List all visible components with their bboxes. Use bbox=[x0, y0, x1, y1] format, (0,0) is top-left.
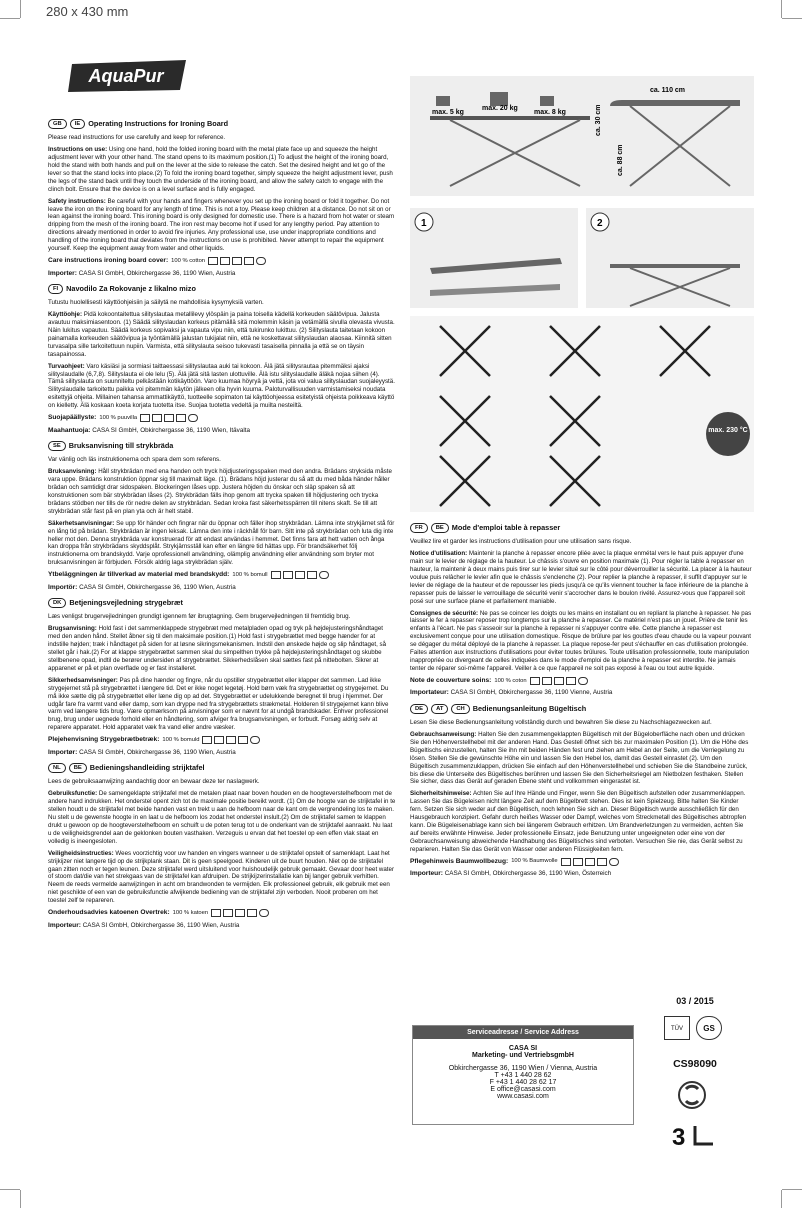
height-high-label: ca. 88 cm bbox=[617, 144, 624, 176]
wash-30-icon bbox=[140, 414, 150, 422]
step-1-number: 1 bbox=[421, 218, 427, 229]
section-intro: Please read instructions for use carefully and keep for reference. bbox=[48, 134, 226, 141]
gs-mark-icon: GS bbox=[696, 1016, 722, 1040]
section-heading bbox=[48, 119, 396, 129]
importer-label: Importateur: bbox=[410, 689, 449, 697]
dry-clean-p-icon bbox=[259, 909, 269, 917]
care-label: Pflegehinweis Baumwollbezug: bbox=[410, 857, 509, 865]
tuv-mark-icon: TÜV bbox=[664, 1016, 690, 1040]
height-low-label: ca. 30 cm bbox=[595, 104, 602, 136]
wash-30-icon bbox=[211, 909, 221, 917]
no-bleach-icon bbox=[214, 736, 224, 744]
recycling-l-icon bbox=[693, 1126, 715, 1146]
paragraph-text: Håll strykbrädan med ena handen och tryck höjdjusteringsspaken med den andra. Brädans stryksida måste vara uppe. Brädans konstruktion öppnar sig till maximalt läge. (1). Brädans höjd justerar du så att du med båda händer håller brädan och samtidigt drar sidospaken. Blockeringen låses upp. Justera höjden du önskar och släp spaken så att konstruktionen som bär strykbrädan låses (2). Strykbrädan fälls ihop genom att trycka spaken till höjdjustering och trycka brädans stödben ner tills de rör nedre delen av strykbrädan. Sedan kroka fast säkerhetsspärren till nitens skaft. Se till att strykbrädan står fast på en plan yta och är helt stabil. bbox=[48, 468, 392, 515]
paragraph-text: Achten Sie auf Ihre Hände und Finger, wenn Sie den Bügeltisch aufstellen oder zusammenklappen. Lassen Sie das Bügeleisen nicht längere Zeit auf dem Bügelbrett stehen. Dies ist kein Spielzeug. Bitte halten Sie Kinder fern. Setzen Sie sich weder auf den Bügeltisch, noch lehnen Sie sich an. Dieser Bügeltisch wurde ausschließlich für den Hausgebrauch konzipiert. Gefahr durch heißes Wasser oder Dampf, welches vom Streckmetall des Bügeltisches abtropfen kann. Die Bügeleisenablage kann sich bei längerem Gebrauch erhitzen. Um Brandverletzungen zu vermeiden, achten Sie auf bereits erwähnte Hinweise. Jeder professionelle Einsatz, jede Benutzung unter ungeeigneten oder eine von der Gebrauchsanweisung abweichende Handhabung des Bügeltisches sind verboten. Versuchen Sie nie, das Gerät selbst zu reparieren. Halten Sie das Gerät von Wasser oder anderen Flüssigkeiten fern. bbox=[410, 790, 747, 853]
service-dept: Marketing- und VertriebsgmbH bbox=[472, 1052, 574, 1059]
country-code-badge: BE bbox=[69, 763, 87, 773]
paragraph-text: Maintenir la planche à repasser encore pliée avec la plaque enmétal vers le haut puis appuyer d'une main sur le levier de réglage de la hauteur. Le châssis s'ouvre en position maximale (1). Pour régler la table à repasser en hauteur, la maintenir à deux mains puis tirer sur le levier situé sur le côté pour déverrouiller la sécurité. La placer à la hauteur voulue puis relâcher le levier afin que le châssis s'enclenche (2). Pour replier la planche à repasser, il suffit d'appuyer sur le levier de réglage de la hauteur et de repousser les pieds jusqu'à ce qu'ils viennent toucher la face inférieure de la planche à repasser puis de laisser le verrouillage de sécurité venir s'accrocher dans le boulon rivété. Assurez-vous que l'appareil soit posé sur une surface plane et parfaitement maniable. bbox=[410, 549, 752, 605]
paragraph-label: Gebruiksfunctie: bbox=[48, 790, 98, 798]
section-title: Bruksanvisning till strykbräda bbox=[68, 441, 174, 451]
print-date: 03 / 2015 bbox=[676, 996, 714, 1006]
section-title: Bedienungsanleitung Bügeltisch bbox=[472, 704, 587, 714]
care-symbols bbox=[208, 257, 266, 265]
recycling-number: 3 bbox=[672, 1124, 686, 1151]
section-heading bbox=[48, 598, 396, 608]
service-address-box bbox=[412, 1025, 634, 1125]
section-title: Operating Instructions for Ironing Board bbox=[88, 119, 229, 129]
instruction-paragraph bbox=[48, 790, 396, 846]
section-title: Betjeningsvejledning strygebræt bbox=[69, 598, 183, 608]
board-dimensions-figure bbox=[410, 76, 754, 196]
care-label: Ytbeläggningen är tillverkad av material med brandskydd: bbox=[48, 571, 230, 579]
care-material: 100 % cotton bbox=[171, 257, 206, 264]
setup-steps-figure bbox=[410, 208, 754, 308]
paragraph-label: Safety instructions: bbox=[48, 197, 106, 205]
paragraph-label: Bruksanvisning: bbox=[48, 468, 97, 475]
instruction-paragraph bbox=[48, 468, 396, 516]
service-web: www.casasi.com bbox=[497, 1093, 549, 1100]
care-symbols bbox=[561, 858, 619, 866]
dry-clean-p-icon bbox=[609, 858, 619, 866]
paragraph-text: Pas på dine hænder og fingre, når du opstiller strygebrættet eller klapper det sammen. Lad ikke strygejernet stå på strygebrættet i længere tid. Det er ikke noget legetøj. Hold børn væk fra strygebrættet og strygejernet. Du må ikke sætte dig på strygebrættet eller læne dig op ad det. Strygebrættet er udelukkende beregnet til brug i hjemmet. Der udgår fare fra varmt vand eller damp, som kan dryppe ned fra strygebrættets strækmetal. Holderen til strygejernet kann blive varm ved længere tids brug. Være opmærksom på anvisninger som er nævnt for at undgå brandskader. Enhver professionel brug, brug under uegnede forhold eller en håndtering, som afviger fra brugsanvisningen, er forbudt. Forsøg aldrig selv at reparere apparatet. Hold apparatet væk fra vand eller andre væsker. bbox=[48, 676, 389, 732]
dimension-label: 280 x 430 mm bbox=[46, 4, 129, 19]
importer-address: CASA SI GmbH, Obkirchergasse 36, 1190 Wien, Itävalta bbox=[92, 426, 250, 434]
instruction-paragraph bbox=[48, 520, 396, 568]
paragraph-text: Se upp för händer och fingrar när du öppnar och fäller ihop strykbrädan. Lämna inte strykjärnet stå för en lång tid på brädan. Strykbrädan är ingen leksak. Lämna den inte i räckhåll för barn. Sitt inte på strykbrädan och luta dig inte heller mot den. Denna strykbräda var konstruerad för att endast användas i hemmet. Det finns fara att hett vatten och ånga kan droppa från strykbrädans skyddsplåt. Strykjärnsställ kan efter en längre tid hättas upp. För brandsäkerhet följ instruktionerna om brandskydd. Varje oprofessionell användning, olämplig användning eller användning som bryter mot bruksanvisningen är förbjuden. Försök aldrig laga strykbrädan själv. bbox=[48, 519, 395, 567]
care-material: 100 % katoen bbox=[172, 909, 209, 916]
section-intro: Lesen Sie diese Bedienungsanleitung vollständig durch und bewahren Sie diese zu Nachschlagezwecken auf. bbox=[410, 718, 712, 726]
paragraph-label: Käyttöohje: bbox=[48, 310, 83, 318]
country-code-badge: DK bbox=[48, 598, 66, 608]
country-code-badge: FI bbox=[48, 284, 63, 294]
safety-warnings-figure bbox=[410, 316, 754, 512]
paragraph-text: Hold fast i det sammenklappede strygebræt med metalpladen opad og tryk på højdejusteringshåndtaget med den anden hånd. Stellet åbner sig til den maksimale position.(1) Hold fast i strygebrættet med begge hænder for at indstille højden; træk i håndtaget på siden for at løsne sikringsmekanismen. Indstil den ønskede højde og slip håndtaget, så stellet går i hak.(2) For at klappe strygebrættet sammen skal du simpelthen trykke på højdejusteringshåndtaget og skubbe stellbenene opad, indtil de berører undersiden af strygebrættet. Sikkerhedslåsen skal sættes fast på nittebolten. Sikrer at apparenet er på et plan overflade og er fast installeret. bbox=[48, 625, 387, 672]
dry-clean-p-icon bbox=[250, 736, 260, 744]
length-label: ca. 110 cm bbox=[650, 87, 686, 94]
wash-30-icon bbox=[530, 677, 540, 685]
section-title: Navodilo Za Rokovanje z likalno mizo bbox=[66, 284, 196, 294]
instruction-paragraph bbox=[410, 610, 752, 674]
iron-icon bbox=[244, 257, 254, 265]
instruction-paragraph bbox=[410, 550, 752, 606]
paragraph-text: Be careful with your hands and fingers whenever you set up the ironing board or fold it together. Do not leave the iron on the ironing board for any length of time. This is not a toy. Please keep children at a distance. Do not sit on or lean against the ironing board. This ironing board is only designed for domestic use. There is a hazard from hot water or steam dripping from the mesh of the ironing board. The iron rest may become hot if used for any lengthy period. Pay attention to directions already mentioned in order to avoid fire injuries. Any professional use, use under inappropriate conditions and handling of the ironing board that deviates from the instructions on use is prohibited. Never attempt to repair the equipment yourself. Keep the equipment away from water and other liquids. bbox=[48, 197, 395, 253]
no-tumble-dry-icon bbox=[585, 858, 595, 866]
country-code-badge: NL bbox=[48, 763, 66, 773]
paragraph-text: Halten Sie den zusammengeklappten Bügeltisch mit der Bügeloberfläche nach oben und drücken Sie den Höhenverstellhebel mit der anderen Hand. Das Gestell öffnet sich bis zur maximalen Position (1). Um die Höhe des Bügeltischs einzustellen, halten Sie ihn mit beiden Händen fest und ziehen am Hebel an der Seite, um die Verriegelung zu lösen. Stellen Sie die gewünschte Höhe ein und lassen Sie den Hebel los, damit das Gestell einrastet (2). Um den Bügeltisch zusammenzuklappen, drücken Sie einfach auf den Höhenverstellhebel und schieben Sie die Standbeine zurück, bis diese die Unterseite des Bügeltisches berühren und lassen Sie den Sicherheitsriegel am Nietbolzen festhaken. Stellen Sie sicher, dass das Gerät auf geraden Ebene steht und vollkommen eingerastet ist. bbox=[410, 730, 749, 786]
country-code-badge: CH bbox=[451, 704, 469, 714]
care-label: Onderhoudsadvies katoenen Overtrek: bbox=[48, 909, 170, 917]
green-dot-icon bbox=[676, 1080, 708, 1110]
care-symbols bbox=[211, 909, 269, 917]
instruction-paragraph bbox=[48, 625, 396, 673]
paragraph-label: Turvaohjeet: bbox=[48, 362, 85, 370]
section-heading bbox=[48, 284, 396, 294]
care-instructions bbox=[48, 257, 396, 265]
section-title: Mode d'emploi table à repasser bbox=[451, 523, 561, 533]
paragraph-text: Using one hand, hold the folded ironing board with the metal plate face up and squeeze the height adjustment lever with your other hand. The stand opens to its maximum position.(1) To adjust the height of the ironing board, hold the stand with both hands and pull on the lever at the side to release the catch. Set the desired height and let go of the lever so that the stand locks into place.(2) To fold the ironing board together, simply squeeze the height adjustment lever, push the legs of the stand back until they touch the underside of the ironing board, and allow the safety catch to engage with the clinch bolt. Ensure that the device is on a level surface and is fully engaged. bbox=[48, 145, 393, 193]
instruction-paragraph bbox=[410, 731, 752, 787]
iron-icon bbox=[247, 909, 257, 917]
importer-line bbox=[410, 870, 752, 878]
right-column bbox=[410, 518, 752, 885]
no-tumble-dry-icon bbox=[235, 909, 245, 917]
paragraph-label: Notice d'utilisation: bbox=[410, 549, 468, 557]
importer-address: CASA SI GmbH, Obkirchergasse 36, 1190 Wien, Austria bbox=[79, 748, 236, 756]
country-code-badge: DE bbox=[410, 704, 428, 714]
country-code-badge: SE bbox=[48, 441, 66, 451]
no-bleach-icon bbox=[152, 414, 162, 422]
no-tumble-dry-icon bbox=[226, 736, 236, 744]
no-bleach-icon bbox=[573, 858, 583, 866]
country-code-badge: IE bbox=[70, 119, 85, 129]
paragraph-text: Wees voorzichtig voor uw handen en vingers wanneer u de strijktafel opstelt of samenklapt. Laat het strijkijzer niet langere tijd op de strijkplank staan. Dit is geen speelgoed. Kinderen uit de buurt houden. Niet op de strijktafel gaan zitten noch er tegen leunen. Deze strijktafel werd uitsluitend voor huishoudelijk gebruik gemaakt. Gevaar door heet water of stoom dat/die van het strekgaas van de strijktafel kan afdruipen. De strijkijzerinstallatie kan bij langer gebruik verhitten. Neem de reeds vermelde aanwijzingen in acht om brandwonden te vermijden. Elk professioneel gebruik, elk gebruik met een niet geschikte of een van de gebruiksfunctie afwijkende bediening van de strijktafel zijn verboden. Nooit proberen om het toestel zelf te repareren. bbox=[48, 849, 395, 905]
country-code-badge: BE bbox=[431, 523, 449, 533]
importer-line bbox=[48, 922, 396, 930]
paragraph-label: Veiligheidsinstructies: bbox=[48, 849, 114, 857]
dry-clean-p-icon bbox=[578, 677, 588, 685]
care-symbols bbox=[202, 736, 260, 744]
no-tumble-dry-icon bbox=[554, 677, 564, 685]
no-tumble-dry-icon bbox=[295, 571, 305, 579]
wash-30-icon bbox=[271, 571, 281, 579]
no-tumble-dry-icon bbox=[232, 257, 242, 265]
importer-address: CASA SI GmbH, Obkirchergasse 36, 1190 Wien, Austria bbox=[82, 921, 240, 929]
country-code-badge: GB bbox=[48, 119, 67, 129]
paragraph-text: De samengeklapte strijktafel met de metalen plaat naar boven houden en de hoogteverstelhefboom met de andere hand indrukken. Het onderstel opent zich tot de maximale positie bereikt wordt. (1) Om de hoogte van de strijktafel in te stellen houdt u de strijktafel met beide handen vast en trekt u aan de hefboom naar de kant om de vergrendeling los te maken. Nu stelt u de gewenste hoogte in en laat u de hefboom los zodat het onderstel inslult.(2) Om de strijktafel samen te klappen drukt u gewoon op de hoogteverstelhefboom en schuift u de poten terug tot u de onderkant van de strijktafel aanraakt. Nu laat u de veiligheidsgrendel aan de geklonken bouten vasthaken. Verzeguis u ervan dat het toestel op een effen vlak staat en volledig is ineengesloten. bbox=[48, 790, 396, 845]
importer-label: Importeur: bbox=[48, 921, 81, 929]
paragraph-label: Sicherheitshinweise: bbox=[410, 790, 472, 798]
importer-line bbox=[48, 749, 396, 757]
no-bleach-icon bbox=[223, 909, 233, 917]
instruction-paragraph bbox=[410, 790, 752, 854]
wash-30-icon bbox=[208, 257, 218, 265]
care-label: Care instructions ironing board cover: bbox=[48, 257, 169, 265]
service-email: E office@casasi.com bbox=[490, 1086, 556, 1093]
no-bleach-icon bbox=[220, 257, 230, 265]
step-2-number: 2 bbox=[597, 218, 603, 229]
paragraph-label: Gebrauchsanweisung: bbox=[410, 730, 477, 738]
left-column bbox=[48, 114, 396, 936]
iron-icon bbox=[597, 858, 607, 866]
wash-30-icon bbox=[202, 736, 212, 744]
country-code-badge: AT bbox=[431, 704, 448, 714]
paragraph-label: Brugsanvisning: bbox=[48, 625, 97, 633]
importer-line bbox=[48, 270, 396, 278]
care-instructions bbox=[410, 858, 752, 866]
section-heading bbox=[48, 441, 396, 451]
section-heading bbox=[410, 704, 752, 714]
care-symbols bbox=[140, 414, 198, 422]
service-header: Serviceadresse / Service Address bbox=[413, 1026, 633, 1039]
instruction-paragraph bbox=[48, 363, 396, 411]
instruction-paragraph bbox=[48, 311, 396, 359]
section-heading bbox=[410, 523, 752, 533]
instruction-paragraph bbox=[48, 146, 396, 194]
care-symbols bbox=[271, 571, 329, 579]
importer-line bbox=[48, 584, 396, 592]
load-2: max. 20 kg bbox=[482, 105, 518, 112]
importer-label: Maahantuoja: bbox=[48, 426, 91, 434]
section-intro: Var vänlig och läs instruktionerna och spara dem som referens. bbox=[48, 456, 221, 464]
care-material: 100 % bomuld bbox=[162, 736, 200, 743]
paragraph-label: Consignes de sécurité: bbox=[410, 609, 479, 617]
iron-icon bbox=[566, 677, 576, 685]
care-instructions bbox=[48, 414, 396, 422]
care-label: Note de couverture soins: bbox=[410, 677, 492, 684]
max-temp-label: max. 230 °C bbox=[708, 427, 748, 434]
service-company: CASA SI bbox=[508, 1045, 538, 1052]
care-label: Suojapäällyste: bbox=[48, 414, 97, 422]
iron-icon bbox=[307, 571, 317, 579]
importer-line bbox=[410, 689, 752, 697]
care-instructions bbox=[410, 677, 752, 685]
cert-marks bbox=[664, 1016, 722, 1040]
importer-label: Importeur: bbox=[410, 870, 443, 878]
service-fax: F +43 1 440 28 62 17 bbox=[489, 1079, 557, 1086]
brand-text: AquaPur bbox=[88, 66, 164, 86]
paragraph-label: Instructions on use: bbox=[48, 145, 108, 153]
dry-clean-p-icon bbox=[256, 257, 266, 265]
paragraph-text: Ne pas se coincer les doigts ou les mains en installant ou en repliant la planche à repasser. Ne pas laisser le fer à repasser reposer trop longtemps sur la planche à repasser. Ce matériel n'est pas un jouet. Prière de tenir les enfants à l'écart. Ne pas s'asseoir sur la planche à repasser ni s'appuyer contre elle. Cette planche à repasser est exclusivement conçue pour une utilisation domestique. Risque de brûlure par les gouttes d'eau chaude ou la vapeur pouvant se dégager du métal déployé de la planche à repasser. La plaque repose-fer peut s'échauffer en cas d'utilisation prolongée. Faites attention aux instructions d'utilisations pour éviter toutes brûlures. Toute utilisation professionnelle, toute manipulation inappropriée ou divergeant de celles indiquées dans le mode d'emploi de la planche à repasser est interdite. Ne jamais tenter de réparer soi-même l'appareil. Veiller à ce que l'appareil ne soit pas exposé à l'eau ou tout autre liquide. bbox=[410, 609, 752, 673]
section-intro: Lees de gebruiksaanwijzing aandachtig door en bewaar deze ter naslagwerk. bbox=[48, 778, 260, 786]
paragraph-label: Säkerhetsanvisningar: bbox=[48, 519, 115, 527]
load-1: max. 5 kg bbox=[432, 109, 464, 116]
dry-clean-p-icon bbox=[319, 571, 329, 579]
wash-30-icon bbox=[561, 858, 571, 866]
care-instructions bbox=[48, 571, 396, 579]
section-title: Bedieningshandleiding strijktafel bbox=[89, 763, 205, 773]
importer-label: Importør: bbox=[48, 748, 78, 756]
product-code: CS98090 bbox=[673, 1058, 717, 1070]
service-address: Obkirchergasse 36, 1190 Wien / Vienna, Austria bbox=[448, 1065, 598, 1072]
importer-address: CASA SI GmbH, Obkirchergasse 36, 1190 Wien, Austria bbox=[78, 269, 236, 277]
section-intro: Tutustu huolellisesti käyttöohjeisiin ja säilytä ne mahdollisia kysymyksiä varten. bbox=[48, 299, 264, 306]
instruction-paragraph bbox=[48, 850, 396, 906]
care-symbols bbox=[530, 677, 588, 685]
service-phone: T +43 1 440 28 62 bbox=[494, 1072, 552, 1079]
section-heading bbox=[48, 763, 396, 773]
instruction-paragraph bbox=[48, 677, 396, 733]
no-bleach-icon bbox=[283, 571, 293, 579]
importer-label: Importör: bbox=[48, 583, 78, 591]
care-material: 100 % coton bbox=[494, 677, 527, 684]
paragraph-label: Sikkerhedsanvisninger: bbox=[48, 676, 118, 684]
no-tumble-dry-icon bbox=[164, 414, 174, 422]
importer-address: CASA SI GmbH, Obkirchergasse 36, 1190 Vienne, Austria bbox=[450, 689, 613, 697]
paragraph-text: Varo käsiäsi ja sormiasi taittaessasi silityslautaa auki tai kokoon. Älä jätä silitysrautaa pitemmäksi ajaksi silityslaudalle (6,7,8). Silityslauta ei ole lelu (5). Älä jätä sitä lasten ulottuville. Älä istu silityslaudalle äläkä nojaa siihen (4). Tämä silityslauta on suunniteltu pelkästään kotikäyttöön. Varo kuumaa höyryä ja vettä, jota voi valua silityslaudan suojaleyystä. Silityslaudalle tarkoitettu paikka voi pitemmän käytön jälkeen olla hyvin kuuma. Paloturvallisuuden varmistamiseksi noudata esitettyjä ohjeita. Millainen tahansa ammattikäyttö, tuotteelle sopimaton tai käyttöohjeessa esitetyistä ohjeista poikkeava käyttö on kielletty. Älä koskaan koeta korjata tuotetta itse. Suojaa tuotetta vedeltä ja muilta nesteiltä. bbox=[48, 362, 395, 410]
importer-address: CASA SI GmbH, Obkirchergasse 36, 1190 Wien, Österreich bbox=[444, 870, 612, 878]
care-material: 100 % Baumwolle bbox=[511, 858, 558, 865]
country-code-badge: FR bbox=[410, 523, 428, 533]
instruction-paragraph bbox=[48, 198, 396, 254]
care-instructions bbox=[48, 909, 396, 917]
importer-address: CASA SI GmbH, Obkirchergasse 36, 1190 Wien, Austria bbox=[79, 583, 236, 591]
load-3: max. 8 kg bbox=[534, 109, 566, 116]
importer-line bbox=[48, 427, 396, 435]
iron-icon bbox=[176, 414, 186, 422]
paragraph-text: Pidä kokoontaitettua silityslautaa metallilevy ylöspäin ja paina toisella kädellä korkeuden säätövipua. Jalusta avautuu maksimiasentoon. (1) Säädä silityslaudan korkeus pitämällä sitä molemmin käsin ja vetämällä sivulla olevasta vivusta. Näin lukitus vapautuu. Säädä korkeus sopivaksi ja vapauta vipu niin, että tukirunko lukittuu. (2) Silityslauta taitetaan kokoon painamalla korkeuden säätövipua ja työntämällä jalustan tukijalat niin, että ne koskettavat silityslaudan alaosaa. Kiinnitä sitten turvasalpa sille tarkoitettuun nupiin. Varmista, että silityslauta seisoo tukevasti tasaisella pinnalla ja että se on täysin tasapainossa. bbox=[48, 310, 395, 358]
importer-label: Importer: bbox=[48, 269, 77, 277]
care-material: 100 % puuvilla bbox=[99, 414, 138, 421]
care-material: 100 % bomull bbox=[232, 571, 268, 578]
iron-icon bbox=[238, 736, 248, 744]
dry-clean-p-icon bbox=[188, 414, 198, 422]
care-instructions bbox=[48, 736, 396, 744]
aquapur-logo bbox=[66, 56, 192, 94]
no-bleach-icon bbox=[542, 677, 552, 685]
section-intro: Veuillez lire et garder les instructions d'utilisation pour une utilisation sans risque. bbox=[410, 538, 632, 545]
care-label: Plejehenvisning Strygebrætbetræk: bbox=[48, 736, 160, 744]
section-intro: Læs venligst brugervejledningen grundigt igennem før ibrugtagning. Gem brugervejledningen til fremtidig brug. bbox=[48, 613, 351, 621]
